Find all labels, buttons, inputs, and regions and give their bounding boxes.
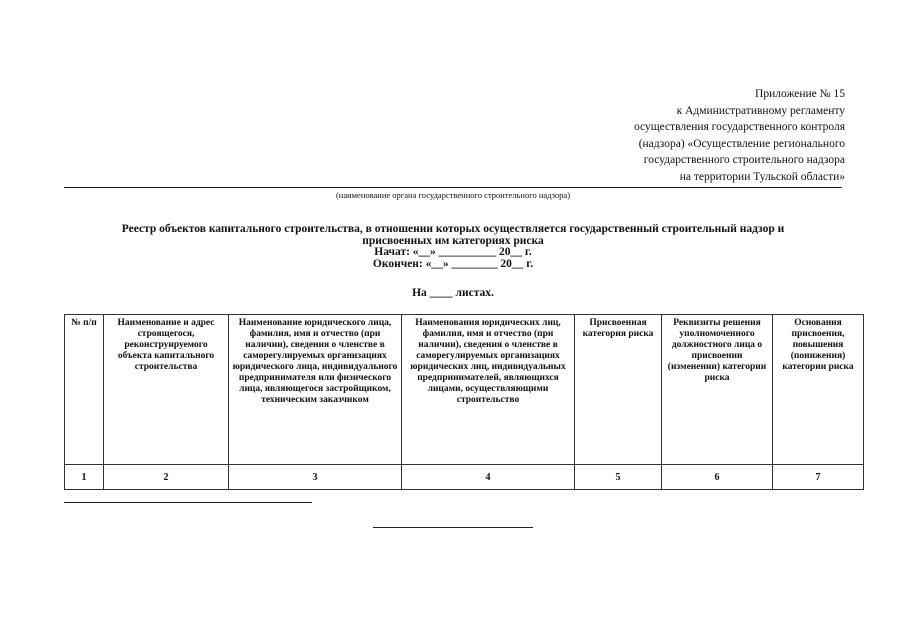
appendix-line: Приложение № 15 — [755, 88, 845, 100]
document-title — [64, 224, 842, 270]
column-number: 4 — [402, 465, 575, 490]
column-number: 3 — [229, 465, 402, 490]
column-number: 6 — [662, 465, 773, 490]
registry-table — [64, 314, 864, 490]
appendix-line: к Административному регламенту — [676, 104, 845, 117]
appendix-line: осуществления государственного контроля — [633, 121, 845, 133]
header-cell-risk-category: Присвоенная категория риска — [575, 315, 662, 465]
appendix-line: на территории Тульской области» — [679, 170, 845, 183]
table-numbering-row — [65, 465, 864, 490]
column-number: 2 — [104, 465, 229, 490]
header-cell-grounds: Основания присвоения, повышения (понижения) категории риска — [773, 315, 864, 465]
footer-divider-center — [373, 527, 533, 528]
title-line-2: присвоенных им категориях риска — [362, 234, 544, 247]
finished-date: Окончен: «__» ________ 20__ г. — [372, 257, 534, 270]
footer-divider-left — [64, 502, 312, 503]
appendix-block — [634, 86, 845, 185]
appendix-line: государственного строительного надзора — [643, 154, 845, 166]
column-number: 1 — [65, 465, 104, 490]
header-cell-decision-details: Реквизиты решения уполномоченного должностного лица о присвоении (изменении) категории риска — [662, 315, 773, 465]
started-date: Начат: «__» __________ 20__ г. — [374, 246, 532, 258]
header-cell-builders: Наименования юридических лиц, фамилия, имя и отчество (при наличии), сведения о членстве в саморегулируемых организациях юридических лиц, индивидуальных предпринимателей, являющихся лицами, осуществляющими строительство — [402, 315, 575, 465]
sheets-count: На ____ листах. — [412, 287, 494, 299]
org-name-caption: (наименование органа государственного строительного надзора) — [335, 190, 571, 200]
column-number: 7 — [773, 465, 864, 490]
appendix-line: (надзора) «Осуществление регионального — [638, 137, 845, 150]
header-cell-developer: Наименование юридического лица, фамилия, имя и отчество (при наличии), сведения о членстве в саморегулируемых организациях юридического лица, индивидуального предпринимателя или физического лица, являющегося застройщиком, техническим заказчиком — [229, 315, 402, 465]
org-name-underline — [64, 187, 842, 188]
header-cell-number: № п/п — [65, 315, 104, 465]
header-cell-object: Наименование и адрес строящегося, реконструируемого объекта капитального строительства — [104, 315, 229, 465]
title-line-1: Реестр объектов капитального строительства, в отношении которых осуществляется государственный строительный надзор и — [121, 223, 785, 235]
table-header-row — [65, 315, 864, 465]
column-number: 5 — [575, 465, 662, 490]
